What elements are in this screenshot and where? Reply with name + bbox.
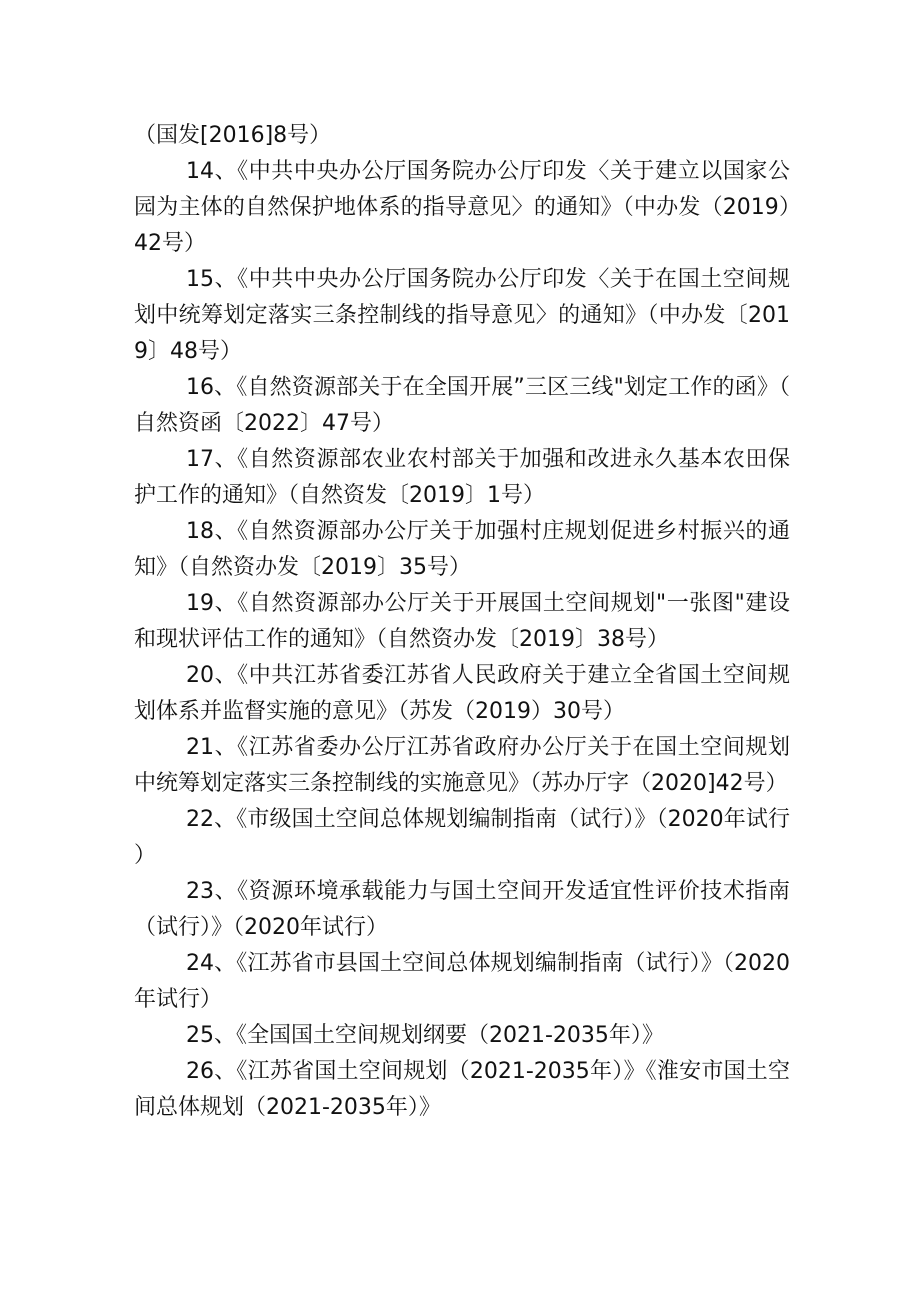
reference-item-17: 17、《自然资源部农业农村部关于加强和改进永久基本农田保护工作的通知》（自然资发〔2019〕1号）: [134, 447, 790, 508]
reference-item-24: 24、《江苏省市县国土空间总体规划编制指南（试行）》（2020年试行）: [134, 951, 790, 1012]
reference-item-22: 22、《市级国土空间总体规划编制指南（试行）》（2020年试行）: [134, 807, 790, 868]
reference-item-15: 15、《中共中央办公厅国务院办公厅印发〈关于在国土空间规划中统筹划定落实三条控制线的指导意见〉的通知》（中办发〔2019〕48号）: [134, 267, 790, 364]
reference-item-21: 21、《江苏省委办公厅江苏省政府办公厅关于在国土空间规划中统筹划定落实三条控制线的实施意见》（苏办厅字（2020]42号）: [134, 735, 790, 796]
reference-item-26: 26、《江苏省国土空间规划（2021-2035年）》《淮安市国土空间总体规划（2021-2035年）》: [134, 1059, 790, 1120]
reference-item-18: 18、《自然资源部办公厅关于加强村庄规划促进乡村振兴的通知》（自然资办发〔2019〕35号）: [134, 519, 790, 580]
reference-item-16: 16、《自然资源部关于在全国开展”三区三线"划定工作的函》（自然资函〔2022〕47号）: [134, 375, 790, 436]
reference-item-20: 20、《中共江苏省委江苏省人民政府关于建立全省国土空间规划体系并监督实施的意见》（苏发（2019）30号）: [134, 663, 790, 724]
reference-item-14: 14、《中共中央办公厅国务院办公厅印发〈关于建立以国家公园为主体的自然保护地体系的指导意见〉的通知》（中办发（2019）42号）: [134, 159, 790, 256]
reference-item-25: 25、《全国国土空间规划纲要（2021-2035年）》: [186, 1023, 664, 1048]
reference-item-19: 19、《自然资源部办公厅关于开展国土空间规划"一张图"建设和现状评估工作的通知》（自然资办发〔2019〕38号）: [134, 591, 790, 652]
continued-reference-fragment: （国发[2016]8号）: [134, 123, 332, 148]
reference-item-23: 23、《资源环境承载能力与国土空间开发适宜性评价技术指南（试行）》（2020年试行）: [134, 879, 790, 940]
reference-list: [134, 118, 790, 1126]
